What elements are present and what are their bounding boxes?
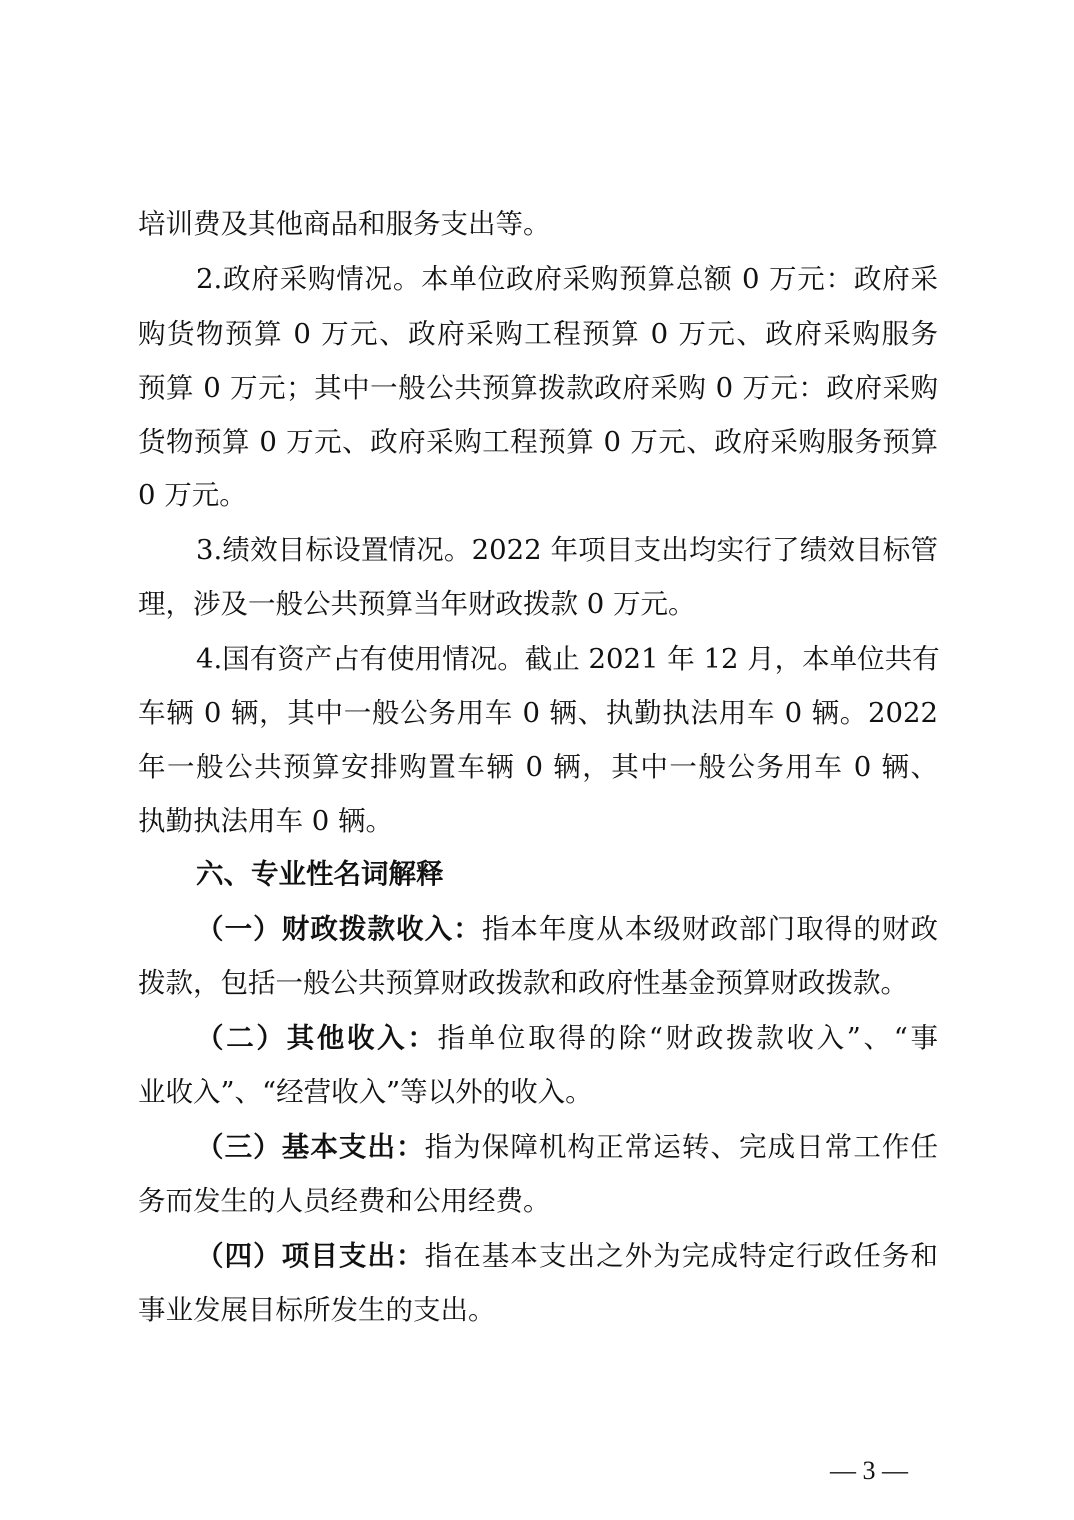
paragraph-line: 预算 0 万元；其中一般公共预算拨款政府采购 0 万元：政府采购: [138, 372, 938, 404]
paragraph-line: 理，涉及一般公共预算当年财政拨款 0 万元。: [138, 588, 696, 620]
paragraph-line: 业收入”、“经营收入”等以外的收入。: [138, 1076, 593, 1108]
paragraph-line: 年一般公共预算安排购置车辆 0 辆，其中一般公务用车 0 辆、: [138, 751, 938, 783]
paragraph-line: 执勤执法用车 0 辆。: [138, 805, 393, 837]
definition-text: 指为保障机构正常运转、完成日常工作任: [424, 1131, 938, 1163]
paragraph-line: 3.绩效目标设置情况。2022 年项目支出均实行了绩效目标管: [196, 534, 938, 566]
term-label: （一）财政拨款收入：: [196, 913, 482, 945]
term-label: （四）项目支出：: [196, 1240, 425, 1272]
term-definition-line: [196, 1119, 938, 1175]
definition-text: 指单位取得的除“财政拨款收入”、“事: [437, 1022, 938, 1054]
definition-text: 指本年度从本级财政部门取得的财政: [481, 913, 939, 945]
paragraph-line: 货物预算 0 万元、政府采购工程预算 0 万元、政府采购服务预算: [138, 426, 938, 458]
term-label: （三）基本支出：: [196, 1131, 425, 1163]
paragraph-line: 购货物预算 0 万元、政府采购工程预算 0 万元、政府采购服务: [138, 318, 938, 350]
definition-text: 指在基本支出之外为完成特定行政任务和: [424, 1240, 938, 1272]
term-definition-line: [196, 901, 938, 957]
term-definition-line: [196, 1010, 938, 1066]
paragraph-line: 务而发生的人员经费和公用经费。: [138, 1185, 551, 1217]
paragraph-line: 0 万元。: [138, 479, 247, 511]
paragraph-line: 拨款，包括一般公共预算财政拨款和政府性基金预算财政拨款。: [138, 967, 908, 999]
term-label: （二）其他收入：: [196, 1022, 438, 1054]
paragraph-line: 事业发展目标所发生的支出。: [138, 1294, 496, 1326]
paragraph-line: 培训费及其他商品和服务支出等。: [138, 208, 551, 240]
paragraph-line: 2.政府采购情况。本单位政府采购预算总额 0 万元：政府采: [196, 263, 938, 295]
term-definition-line: [196, 1228, 938, 1284]
paragraph-line: 车辆 0 辆，其中一般公务用车 0 辆、执勤执法用车 0 辆。2022: [138, 697, 938, 729]
section-heading: 六、专业性名词解释: [196, 858, 444, 890]
paragraph-line: 4.国有资产占有使用情况。截止 2021 年 12 月，本单位共有: [196, 643, 940, 675]
page-number: — 3 —: [830, 1456, 908, 1485]
